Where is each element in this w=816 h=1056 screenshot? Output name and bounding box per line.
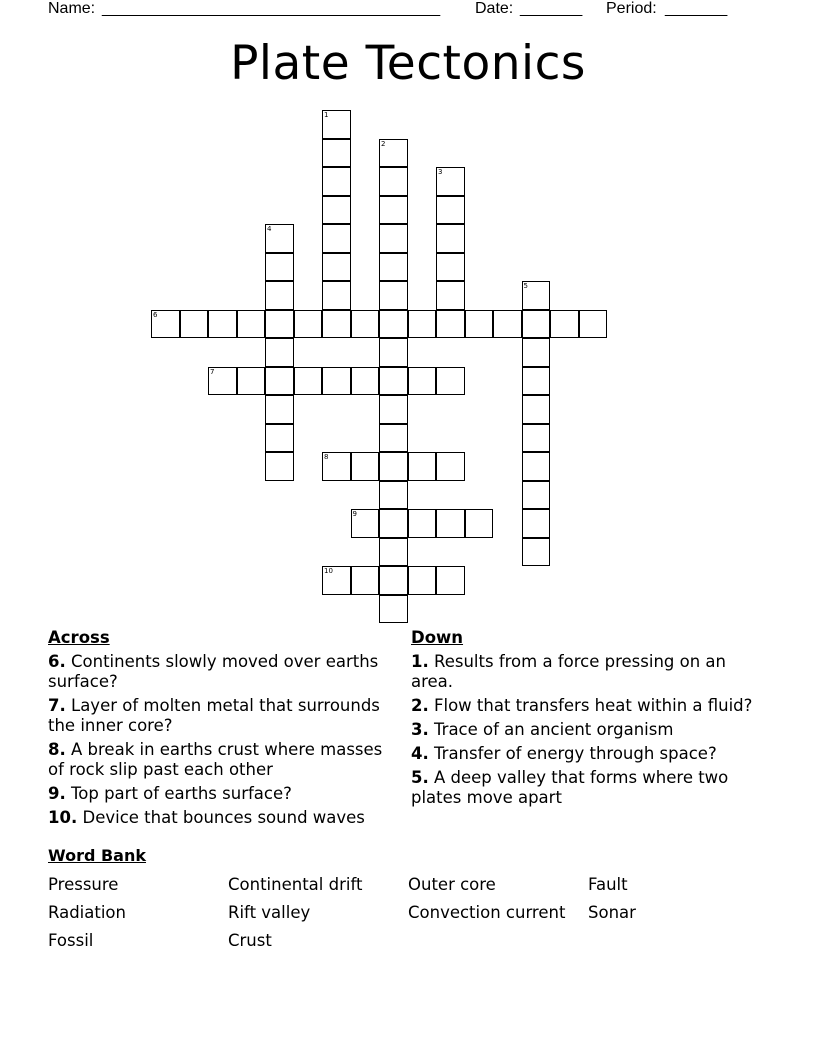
crossword-cell[interactable] <box>408 452 437 481</box>
down-clue: 5. A deep valley that forms where two plates move apart <box>411 768 729 807</box>
across-clue: 7. Layer of molten metal that surrounds the inner core? <box>48 696 380 735</box>
crossword-cell[interactable] <box>322 566 351 595</box>
crossword-cell[interactable] <box>265 452 294 481</box>
crossword-cell[interactable] <box>265 224 294 253</box>
crossword-cell[interactable] <box>379 367 408 396</box>
crossword-cell[interactable] <box>408 310 437 339</box>
name-line[interactable]: ______________________________________ <box>102 0 441 17</box>
crossword-cell[interactable] <box>379 538 408 567</box>
crossword-cell[interactable] <box>522 424 551 453</box>
clue-number: 6 <box>153 310 158 319</box>
crossword-cell[interactable] <box>379 509 408 538</box>
across-clue: 6. Continents slowly moved over earths surface? <box>48 652 379 691</box>
crossword-cell[interactable] <box>522 338 551 367</box>
page-title: Plate Tectonics <box>230 36 586 91</box>
down-clues <box>411 628 756 812</box>
clue-number: 10 <box>324 567 333 575</box>
crossword-cell[interactable] <box>379 452 408 481</box>
clue-number: 1 <box>324 111 329 119</box>
crossword-cell[interactable] <box>351 452 380 481</box>
clue-number: 2 <box>381 139 386 148</box>
period-label: Period: <box>606 0 657 17</box>
crossword-cell[interactable] <box>351 310 380 339</box>
period-line[interactable]: _______ <box>665 0 728 17</box>
word-bank-item: Fault <box>588 875 628 894</box>
crossword-cell[interactable] <box>265 253 294 282</box>
date-label: Date: <box>475 0 514 17</box>
word-bank-item: Radiation <box>48 903 126 922</box>
crossword-cell[interactable] <box>522 310 551 339</box>
down-clue: 1. Results from a force pressing on an area. <box>411 652 726 691</box>
crossword-cell[interactable] <box>237 310 266 339</box>
clue-number: 3 <box>438 168 443 176</box>
crossword-cell[interactable] <box>322 452 351 481</box>
crossword-cell[interactable] <box>151 310 180 339</box>
crossword-cell[interactable] <box>379 167 408 196</box>
crossword-cell[interactable] <box>265 281 294 310</box>
word-bank-item: Rift valley <box>228 903 311 922</box>
crossword-cell[interactable] <box>522 452 551 481</box>
crossword-cell[interactable] <box>265 338 294 367</box>
crossword-cell[interactable] <box>522 281 551 310</box>
crossword-cell[interactable] <box>322 139 351 168</box>
crossword-cell[interactable] <box>322 196 351 225</box>
crossword-cell[interactable] <box>436 310 465 339</box>
down-clue: 2. Flow that transfers heat within a fluid? <box>411 696 753 715</box>
clue-number: 7 <box>210 367 215 376</box>
word-bank-item: Outer core <box>408 875 496 894</box>
crossword-cell[interactable] <box>322 224 351 253</box>
crossword-cell[interactable] <box>379 310 408 339</box>
crossword-cell[interactable] <box>294 310 323 339</box>
crossword-cell[interactable] <box>436 281 465 310</box>
crossword-cell[interactable] <box>436 224 465 253</box>
crossword-cell[interactable] <box>379 566 408 595</box>
crossword-cell[interactable] <box>208 367 237 396</box>
crossword-cell[interactable] <box>436 253 465 282</box>
crossword-cell[interactable] <box>322 253 351 282</box>
crossword-cell[interactable] <box>436 452 465 481</box>
crossword-cell[interactable] <box>522 367 551 396</box>
crossword-cell[interactable] <box>493 310 522 339</box>
down-clue: 3. Trace of an ancient organism <box>411 720 674 739</box>
clue-number: 5 <box>523 282 528 290</box>
crossword-cell[interactable] <box>379 395 408 424</box>
crossword-cell[interactable] <box>465 509 494 538</box>
crossword-cell[interactable] <box>265 424 294 453</box>
clue-number: 8 <box>324 453 329 461</box>
crossword-cell[interactable] <box>322 110 351 139</box>
crossword-cell[interactable] <box>436 367 465 396</box>
word-bank-item: Continental drift <box>228 875 363 894</box>
crossword-cell[interactable] <box>522 509 551 538</box>
across-clue: 8. A break in earths crust where masses of rock slip past each other <box>48 740 383 779</box>
crossword-cell[interactable] <box>351 509 380 538</box>
across-clue: 9. Top part of earths surface? <box>48 784 292 803</box>
date-line[interactable]: _______ <box>520 0 583 17</box>
crossword-cell[interactable] <box>436 509 465 538</box>
crossword-cell[interactable] <box>180 310 209 339</box>
word-bank-item: Pressure <box>48 875 119 894</box>
name-label: Name: <box>48 0 96 17</box>
down-clue: 4. Transfer of energy through space? <box>411 744 717 763</box>
crossword-cell[interactable] <box>351 367 380 396</box>
crossword-cell[interactable] <box>379 481 408 510</box>
crossword-cell[interactable] <box>379 424 408 453</box>
crossword-cell[interactable] <box>522 538 551 567</box>
crossword-cell[interactable] <box>322 310 351 339</box>
across-clue: 10. Device that bounces sound waves <box>48 808 365 827</box>
crossword-cell[interactable] <box>265 367 294 396</box>
word-bank-heading: Word Bank <box>48 846 147 865</box>
crossword-cell[interactable] <box>322 281 351 310</box>
crossword-cell[interactable] <box>579 310 608 339</box>
crossword-cell[interactable] <box>294 367 323 396</box>
crossword-cell[interactable] <box>265 310 294 339</box>
crossword-cell[interactable] <box>465 310 494 339</box>
crossword-cell[interactable] <box>522 395 551 424</box>
crossword-cell[interactable] <box>351 566 380 595</box>
crossword-cell[interactable] <box>322 367 351 396</box>
crossword-cell[interactable] <box>265 395 294 424</box>
crossword-cell[interactable] <box>379 196 408 225</box>
crossword-cell[interactable] <box>408 367 437 396</box>
across-heading: Across <box>48 628 110 647</box>
word-bank-item: Fossil <box>48 931 94 950</box>
crossword-cell[interactable] <box>522 481 551 510</box>
word-bank-item: Sonar <box>588 903 636 922</box>
crossword-cell[interactable] <box>436 566 465 595</box>
crossword-cell[interactable] <box>237 367 266 396</box>
crossword-cell[interactable] <box>436 167 465 196</box>
crossword-cell[interactable] <box>379 253 408 282</box>
crossword-cell[interactable] <box>436 196 465 225</box>
crossword-cell[interactable] <box>208 310 237 339</box>
across-clues <box>48 628 393 832</box>
crossword-cell[interactable] <box>322 167 351 196</box>
word-bank-item: Crust <box>228 931 272 950</box>
down-heading: Down <box>411 628 464 647</box>
crossword-cell[interactable] <box>379 281 408 310</box>
crossword-cell[interactable] <box>379 139 408 168</box>
clue-number: 4 <box>267 225 272 233</box>
crossword-cell[interactable] <box>408 509 437 538</box>
crossword-cell[interactable] <box>379 595 408 624</box>
word-bank-item: Convection current <box>408 903 566 922</box>
crossword-cell[interactable] <box>379 224 408 253</box>
clue-number: 9 <box>352 510 357 518</box>
crossword-cell[interactable] <box>379 338 408 367</box>
crossword-cell[interactable] <box>408 566 437 595</box>
crossword-cell[interactable] <box>550 310 579 339</box>
